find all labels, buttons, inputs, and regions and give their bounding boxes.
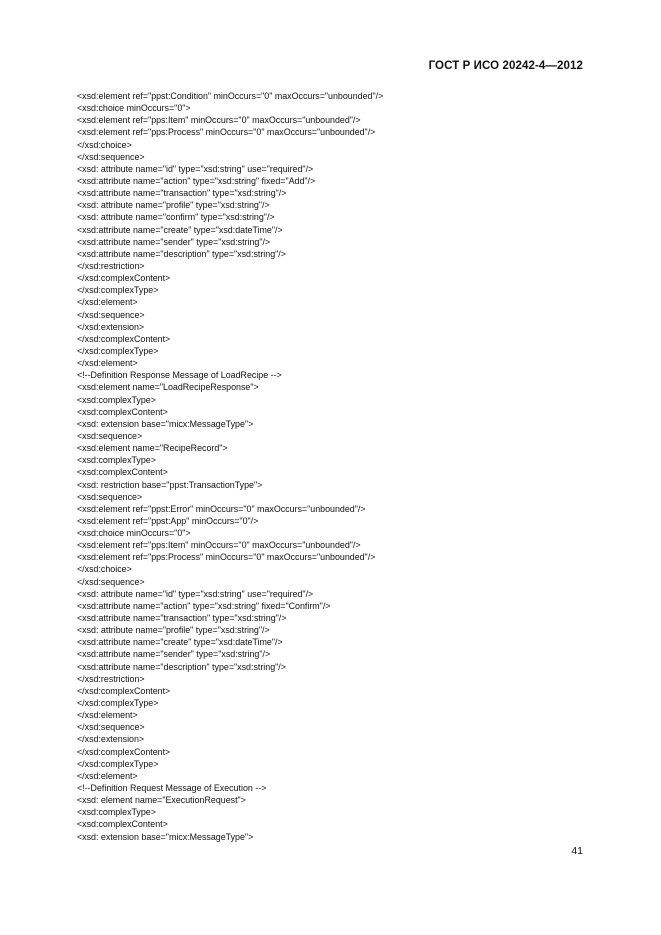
code-line: <xsd: attribute name="confirm" type="xsd:string"/> (77, 212, 275, 223)
code-line: <xsd:attribute name="create" type="xsd:dateTime"/> (77, 637, 283, 648)
code-line: </xsd:complexContent> (77, 333, 171, 344)
code-line: </xsd:sequence> (77, 576, 145, 587)
code-line: <xsd: restriction base="ppst:TransactionType"> (77, 479, 263, 490)
code-line: <xsd:attribute name="sender" type="xsd:string"/> (77, 236, 271, 247)
code-line: <xsd:complexType> (77, 455, 156, 466)
code-line: <xsd:sequence> (77, 430, 143, 441)
code-line: </xsd:complexContent> (77, 273, 171, 284)
code-line: </xsd:complexContent> (77, 685, 171, 696)
code-line: <xsd:choice minOccurs="0"> (77, 103, 191, 114)
code-line: <xsd: element name="ExecutionRequest"> (77, 795, 246, 806)
code-line: <xsd: extension base="micx:MessageType"> (77, 418, 254, 429)
code-line: <xsd:attribute name="sender" type="xsd:string"/> (77, 649, 271, 660)
code-line: <xsd:complexContent> (77, 467, 168, 478)
code-line: </xsd:complexType> (77, 345, 159, 356)
code-line: <xsd:element ref="pps:Item" minOccurs="0" maxOccurs="unbounded"/> (77, 540, 361, 551)
code-line: </xsd:element> (77, 710, 138, 721)
code-line: </xsd:sequence> (77, 309, 145, 320)
code-line: <xsd: attribute name="id" type="xsd:string" use="required"/> (77, 163, 314, 174)
code-line: </xsd:complexType> (77, 285, 159, 296)
code-line: <xsd:complexType> (77, 807, 156, 818)
code-line: </xsd:sequence> (77, 722, 145, 733)
code-line: <xsd:element ref="ppst:Condition" minOccurs="0" maxOccurs="unbounded"/> (77, 91, 384, 101)
code-line: <xsd: extension base="micx:MessageType"> (77, 831, 254, 842)
code-line: </xsd:extension> (77, 321, 145, 332)
code-line: </xsd:complexType> (77, 698, 159, 709)
code-line: <!--Definition Request Message of Execution --> (77, 783, 267, 794)
code-line: <xsd:element ref="ppst:App" minOccurs="0"/> (77, 515, 259, 526)
code-line: <!--Definition Response Message of LoadRecipe --> (77, 370, 282, 381)
code-line: <xsd:attribute name="action" type="xsd:string" fixed="Confirm"/> (77, 600, 331, 611)
code-line: <xsd:attribute name="description" type="xsd:string"/> (77, 661, 286, 672)
code-line: <xsd:attribute name="create" type="xsd:dateTime"/> (77, 224, 283, 235)
code-line: <xsd:element name="RecipeRecord"> (77, 443, 228, 454)
code-line: <xsd:element ref="ppst:Error" minOccurs="0" maxOccurs="unbounded"/> (77, 503, 366, 514)
code-line: <xsd: attribute name="id" type="xsd:string" use="required"/> (77, 588, 314, 599)
code-line: <xsd:complexType> (77, 394, 156, 405)
code-line: </xsd:extension> (77, 734, 145, 745)
code-line: <xsd:element ref="pps:Item" minOccurs="0" maxOccurs="unbounded"/> (77, 115, 361, 126)
code-line: </xsd:element> (77, 358, 138, 369)
code-line: </xsd:complexContent> (77, 746, 171, 757)
code-line: <xsd:element name="LoadRecipeResponse"> (77, 382, 259, 393)
code-line: <xsd:complexContent> (77, 406, 168, 417)
page-header-standard: ГОСТ Р ИСО 20242-4—2012 (428, 60, 583, 72)
code-line: </xsd:choice> (77, 564, 132, 575)
code-line: <xsd:attribute name="description" type="xsd:string"/> (77, 248, 286, 259)
code-line: </xsd:element> (77, 770, 138, 781)
xsd-code-listing (77, 90, 597, 843)
code-line: <xsd:attribute name="transaction" type="xsd:string"/> (77, 188, 287, 199)
code-line: </xsd:restriction> (77, 673, 145, 684)
code-line: <xsd:complexContent> (77, 819, 168, 830)
code-line: <xsd:sequence> (77, 491, 143, 502)
code-line: <xsd:element ref="pps:Process" minOccurs="0" maxOccurs="unbounded"/> (77, 552, 376, 563)
code-line: </xsd:restriction> (77, 260, 145, 271)
code-line: <xsd:element ref="pps:Process" minOccurs="0" maxOccurs="unbounded"/> (77, 127, 376, 138)
page-number: 41 (571, 845, 583, 857)
code-line: </xsd:sequence> (77, 151, 145, 162)
code-line: <xsd: attribute name="profile" type="xsd:string"/> (77, 625, 270, 636)
code-line: <xsd:choice minOccurs="0"> (77, 528, 191, 539)
code-line: </xsd:complexType> (77, 758, 159, 769)
code-line: </xsd:element> (77, 297, 138, 308)
code-line: </xsd:choice> (77, 139, 132, 150)
code-line: <xsd:attribute name="action" type="xsd:string" fixed="Add"/> (77, 175, 316, 186)
code-line: <xsd: attribute name="profile" type="xsd:string"/> (77, 200, 270, 211)
code-line: <xsd:attribute name="transaction" type="xsd:string"/> (77, 613, 287, 624)
